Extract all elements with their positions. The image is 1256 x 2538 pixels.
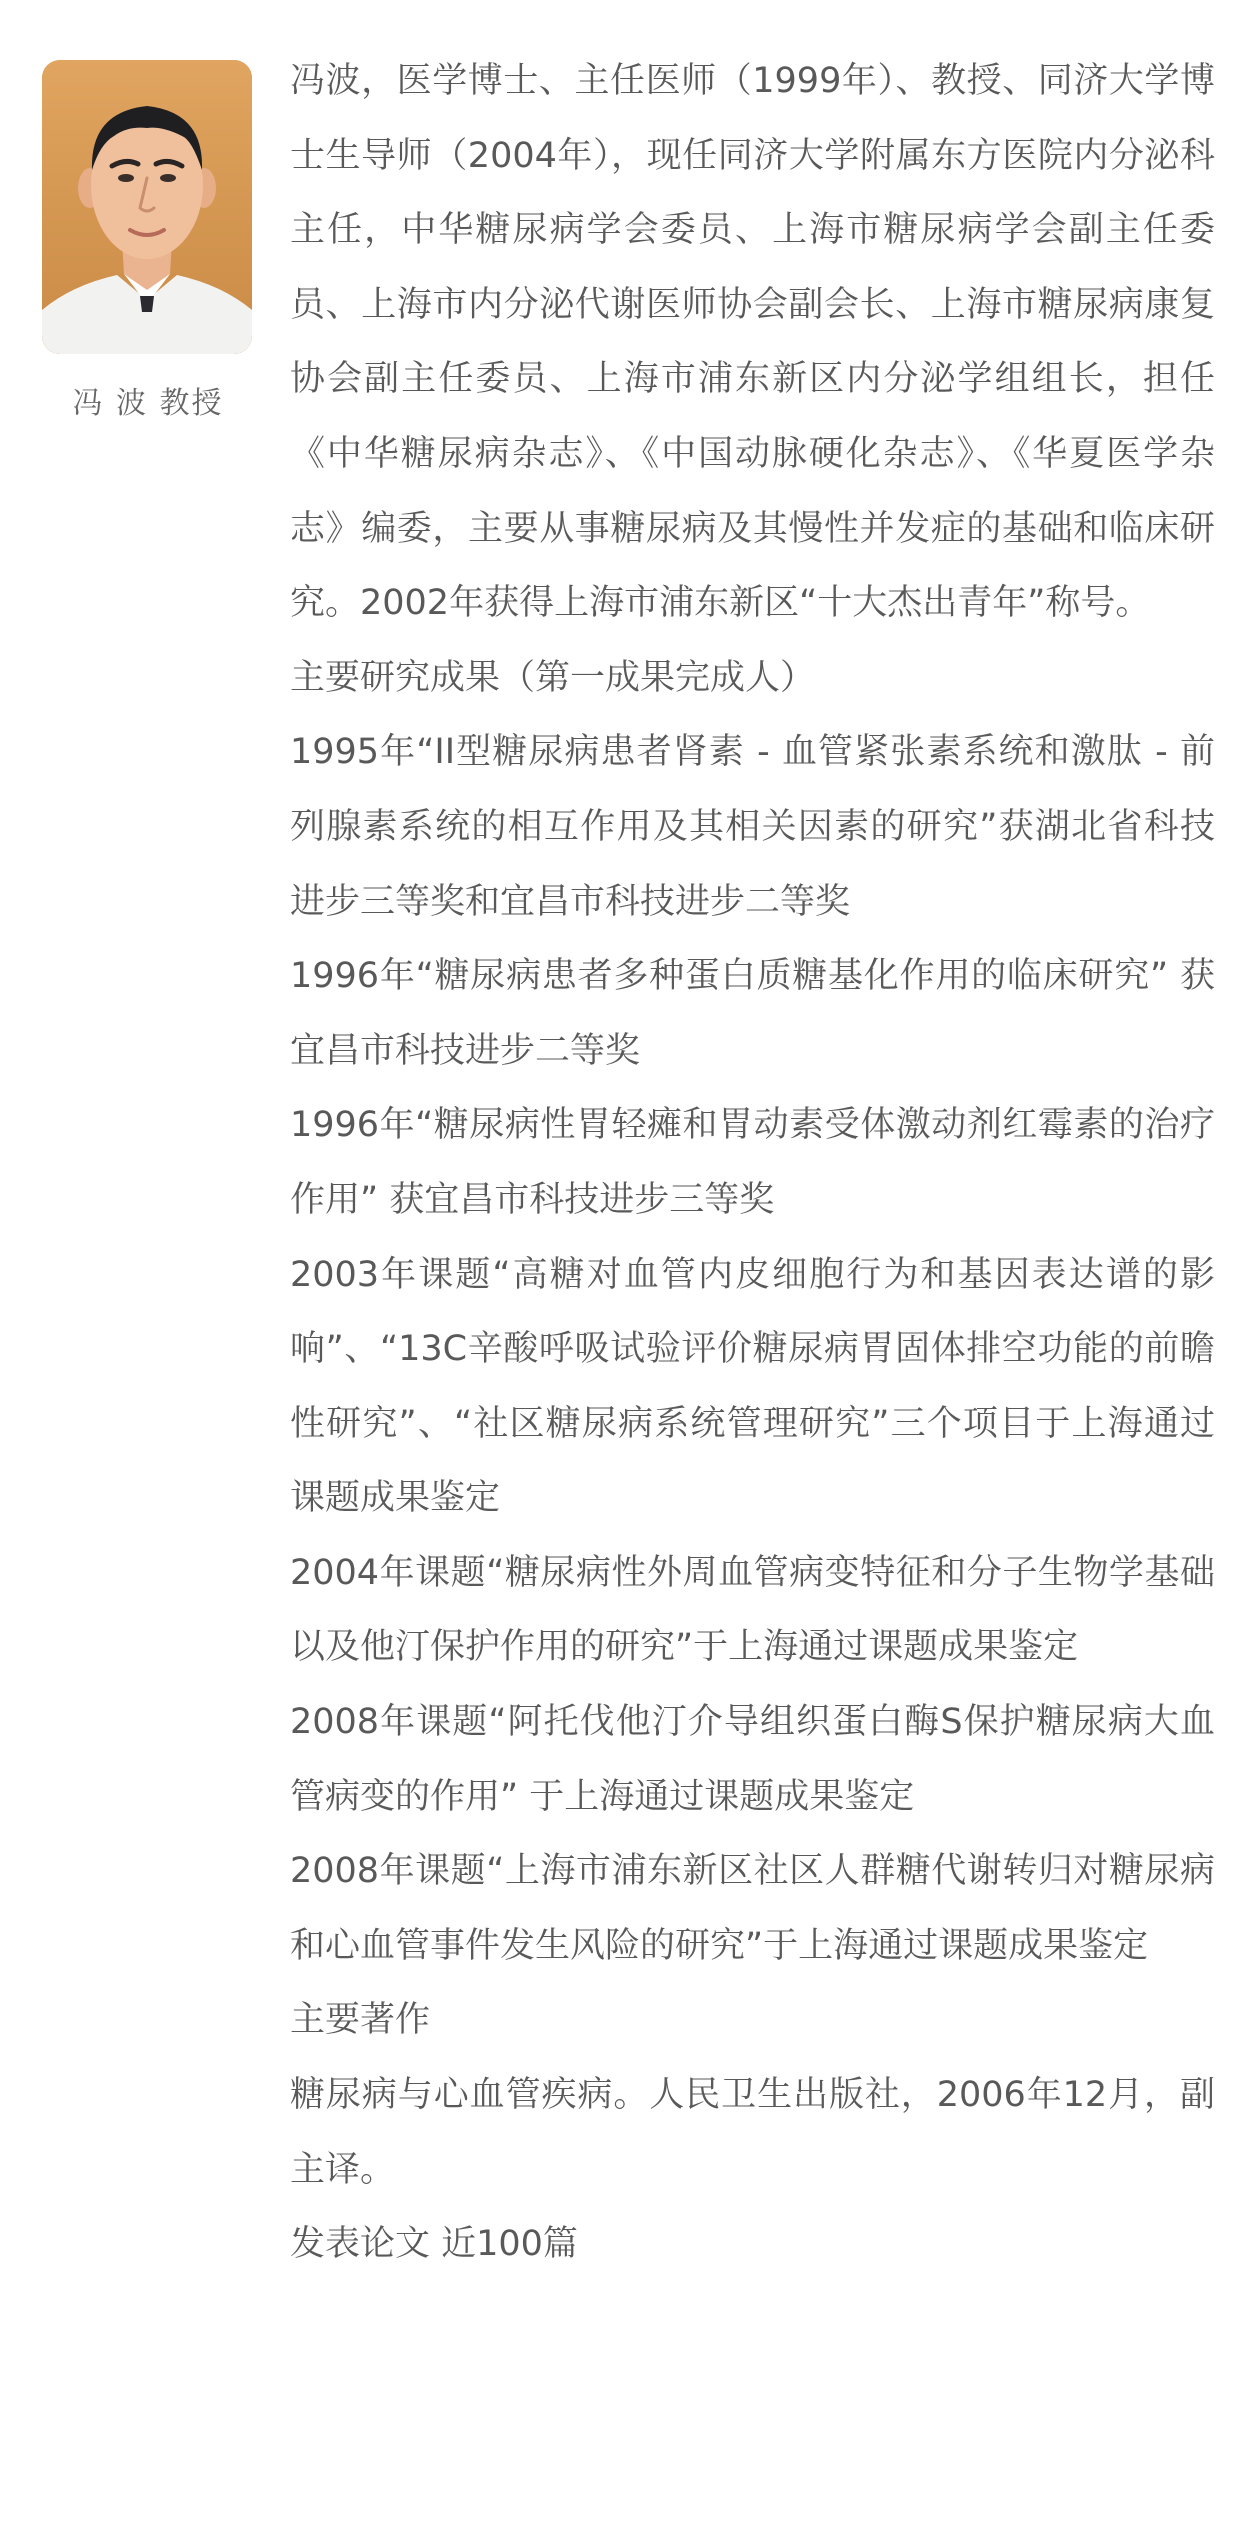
photo-caption: 冯 波 教授	[72, 386, 224, 421]
achievements-heading: 主要研究成果（第一成果完成人）	[290, 657, 816, 698]
achievement-item: 1996年“糖尿病性胃轻瘫和胃动素受体激动剂红霉素的治疗作用” 获宜昌市科技进步三等奖	[290, 1105, 1215, 1220]
achievement-item: 1996年“糖尿病患者多种蛋白质糖基化作用的临床研究” 获宜昌市科技进步二等奖	[290, 956, 1215, 1071]
achievement-item: 2004年课题“糖尿病性外周血管病变特征和分子生物学基础以及他汀保护作用的研究”于上海通过课题成果鉴定	[290, 1552, 1215, 1668]
portrait-photo	[42, 60, 252, 354]
bio-paragraph: 冯波，医学博士、主任医师（1999年）、教授、同济大学博士生导师（2004年），现任同济大学附属东方医院内分泌科主任，中华糖尿病学会委员、上海市糖尿病学会副主任委员、上海市内分泌代谢医师协会副会长、上海市糖尿病康复协会副主任委员、上海市浦东新区内分泌学组组长，担任《中华糖尿病杂志》、《中国动脉硬化杂志》、《华夏医学杂志》编委，主要从事糖尿病及其慢性并发症的基础和临床研究。2002年获得上海市浦东新区“十大杰出青年”称号。	[290, 61, 1215, 624]
works-heading: 主要著作	[290, 2000, 431, 2041]
article-body	[290, 44, 1215, 2282]
achievement-item: 1995年“II型糖尿病患者肾素 - 血管紧张素系统和激肽 - 前列腺素系统的相互作用及其相关因素的研究”获湖北省科技进步三等奖和宜昌市科技进步二等奖	[290, 732, 1215, 922]
papers-count: 发表论文 近100篇	[290, 2224, 578, 2265]
portrait-illustration	[42, 60, 252, 354]
achievement-item: 2008年课题“阿托伐他汀介导组织蛋白酶S保护糖尿病大血管病变的作用” 于上海通过课题成果鉴定	[290, 1702, 1215, 1817]
achievement-item: 2003年课题“高糖对血管内皮细胞行为和基因表达谱的影响”、“13C辛酸呼吸试验评价糖尿病胃固体排空功能的前瞻性研究”、“社区糖尿病系统管理研究”三个项目于上海通过课题成果鉴定	[290, 1254, 1215, 1519]
works-item: 糖尿病与心血管疾病。人民卫生出版社，2006年12月，副主译。	[290, 2075, 1215, 2190]
profile-card	[42, 60, 254, 422]
achievement-item: 2008年课题“上海市浦东新区社区人群糖代谢转归对糖尿病和心血管事件发生风险的研究”于上海通过课题成果鉴定	[290, 1851, 1215, 1966]
